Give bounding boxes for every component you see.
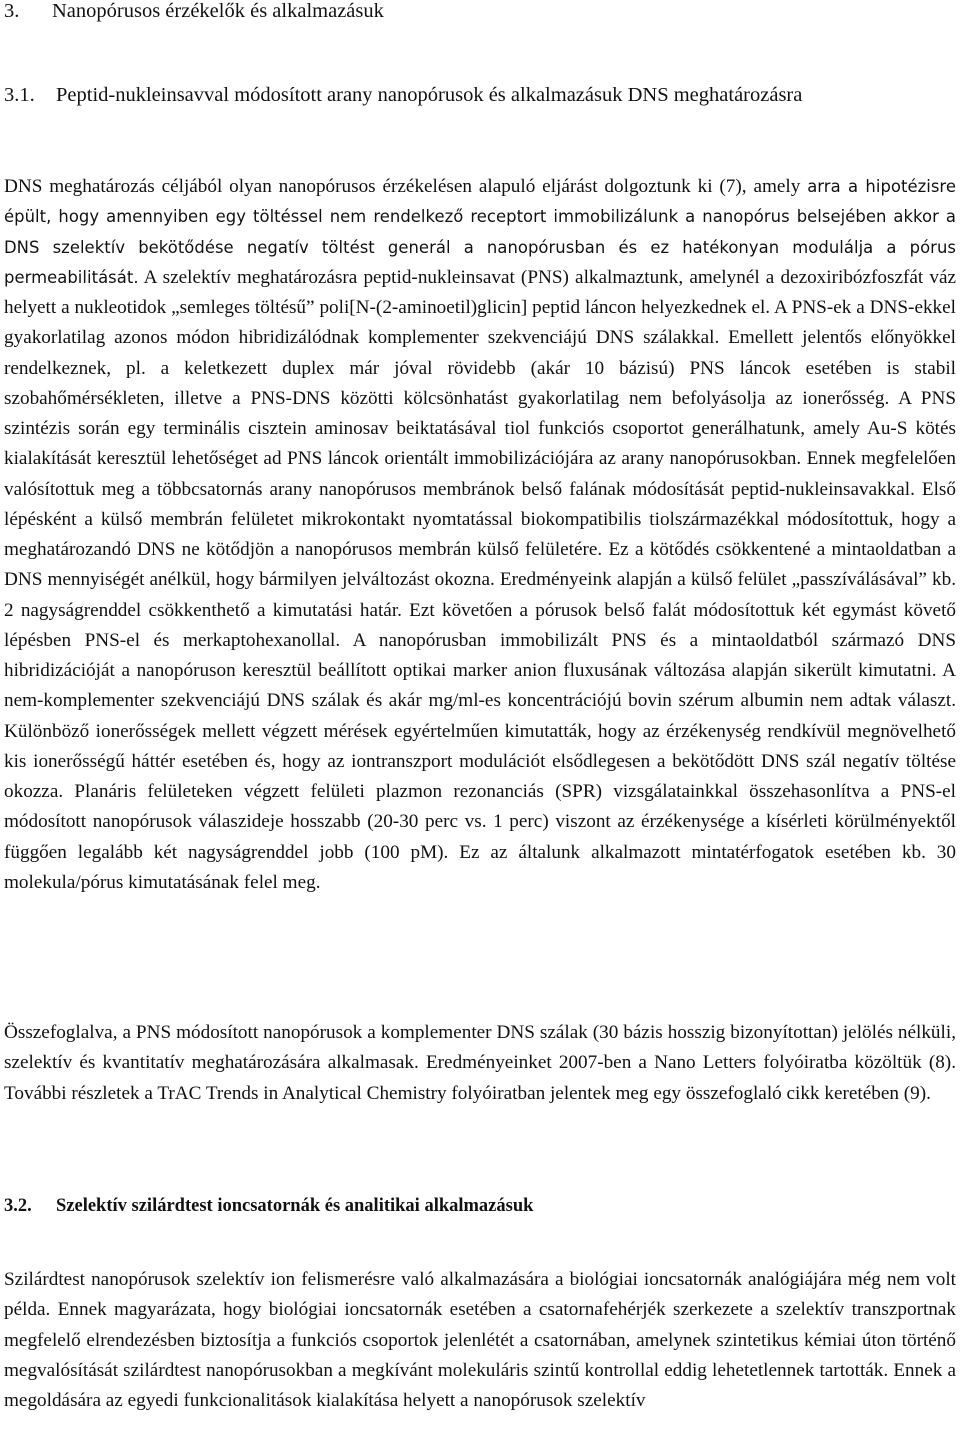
paragraph-1-sans-text: arra a hipotézisre épült, hogy amennyiben egy töltéssel nem rendelkező receptort immobilizálunk a nanopórus belsejében akkor a DNS szelektív bekötődése negatív töltést generál a nanopórusban és ez hatékonyan modulálja a pórus permeabilitását. [4, 177, 956, 287]
subsection-heading-3-2 [4, 1191, 533, 1221]
section-number: 3. [4, 0, 20, 22]
section-heading [4, 0, 384, 26]
subsection-number: 3.1. [4, 84, 35, 106]
subsection-heading-3-1 [4, 80, 864, 110]
subsection-title: Szelektív szilárdtest ioncsatornák és analitikai alkalmazásuk [56, 1196, 534, 1216]
body-paragraph-1 [4, 172, 956, 898]
paragraph-1-lead: DNS meghatározás céljából olyan nanopórusos érzékelésen alapuló eljárást dolgoztunk ki (7), amely [4, 176, 808, 197]
body-paragraph-3: Szilárdtest nanopórusok szelektív ion felismerésre való alkalmazására a biológiai ioncsatornák analógiájára még nem volt példa. Ennek magyarázata, hogy biológiai ioncsatornák esetében a csatornafehérjék szerkezete a szelektív transzportnak megfelelő elrendezésben biztosítja a funkciós csoportok jelenlétét a csatornában, amelynek szintetikus kémiai úton történő megvalósítását szilárdtest nanopórusokban a megkívánt molekuláris szintű kontrollal eddig lehetetlennek tartották. Ennek a megoldására az egyedi funkcionalitások kialakítása helyett a nanopórusok szelektív [4, 1269, 956, 1411]
section-title: Nanopórusos érzékelők és alkalmazásuk [52, 0, 384, 22]
subsection-number: 3.2. [4, 1196, 32, 1216]
paragraph-1-rest: A szelektív meghatározásra peptid-nukleinsavat (PNS) alkalmaztunk, amelynél a dezoxiribózfoszfát váz helyett a nukleotidok „semleges töltésű” poli[N-(2-aminoetil)glicin] peptid láncon helyezkednek el. A PNS-ek a DNS-ekkel gyakorlatilag azonos módon hibridizálódnak komplementer szekvenciájú DNS szálakkal. Emellett jelentős előnyökkel rendelkeznek, pl. a keletkezett duplex már jóval rövidebb (akár 10 bázisú) PNS láncok esetében is stabil szobahőmérsékleten, illetve a PNS-DNS közötti kölcsönhatást gyakorlatilag nem befolyásolja az ionerősség. A PNS szintézis során egy terminális cisztein aminosav beiktatásával tiol funkciós csoportot generálhatunk, amely Au-S kötés kialakítását keresztül lehetőséget ad PNS láncok orientált immobilizációjára az arany nanopórusokban. Ennek megfelelően valósítottuk meg a többcsatornás arany nanopórusos membránok belső falának módosítását peptid-nukleinsavakkal. Első lépésként a külső membrán felületet mikrokontakt nyomtatással biokompatibilis tiolszármazékkal módosítottuk, hogy a meghatározandó DNS ne kötődjön a nanopórusos membrán külső felületére. Ez a kötődés csökkentené a mintaoldatban a DNS mennyiségét anélkül, hogy bármilyen jelváltozást okozna. Eredményeink alapján a külső felület „passzíválásával” kb. 2 nagyságrenddel csökkenthető a kimutatási határ. Ezt követően a pórusok belső falát módosítottuk két egymást követő lépésben PNS-el és merkaptohexanollal. A nanopórusban immobilizált PNS és a mintaoldatból származó DNS hibridizációját a nanopóruson keresztül beállított optikai marker anion fluxusának változása alapján sikerült kimutatni. A nem-komplementer szekvenciájú DNS szálak és akár mg/ml-es koncentrációjú bovin szérum albumin nem adtak választ. Különböző ionerősségek mellett végzett mérések egyértelműen kimutatták, hogy az érzékenység rendkívül megnövelhető kis ionerősségű háttér esetében és, hogy az iontranszport modulációt elsődlegesen a bekötődött DNS szál negatív töltése okozza. Planáris felületeken végzett felületi plazmon rezonanciás (SPR) vizsgálatainkkal összehasonlítva a PNS-el módosított nanopórusok válaszideje hosszabb (20-30 perc vs. 1 perc) viszont az érzékenysége a kísérleti körülményektől függően legalább két nagyságrenddel jobb (100 pM). Ez az általunk alkalmazott mintatérfogatok esetében kb. 30 molekula/pórus kimutatásának felel meg. [4, 266, 956, 893]
subsection-title: Peptid-nukleinsavval módosított arany nanopórusok és alkalmazásuk DNS meghatározásra [56, 84, 803, 106]
body-paragraph-2: Összefoglalva, a PNS módosított nanopórusok a komplementer DNS szálak (30 bázis hosszig bizonyítottan) jelölés nélküli, szelektív és kvantitatív meghatározására alkalmasak. Eredményeinket 2007-ben a Nano Letters folyóiratba közöltük (8). További részletek a TrAC Trends in Analytical Chemistry folyóiratban jelentek meg egy összefoglaló cikk keretében (9). [4, 1022, 956, 1104]
